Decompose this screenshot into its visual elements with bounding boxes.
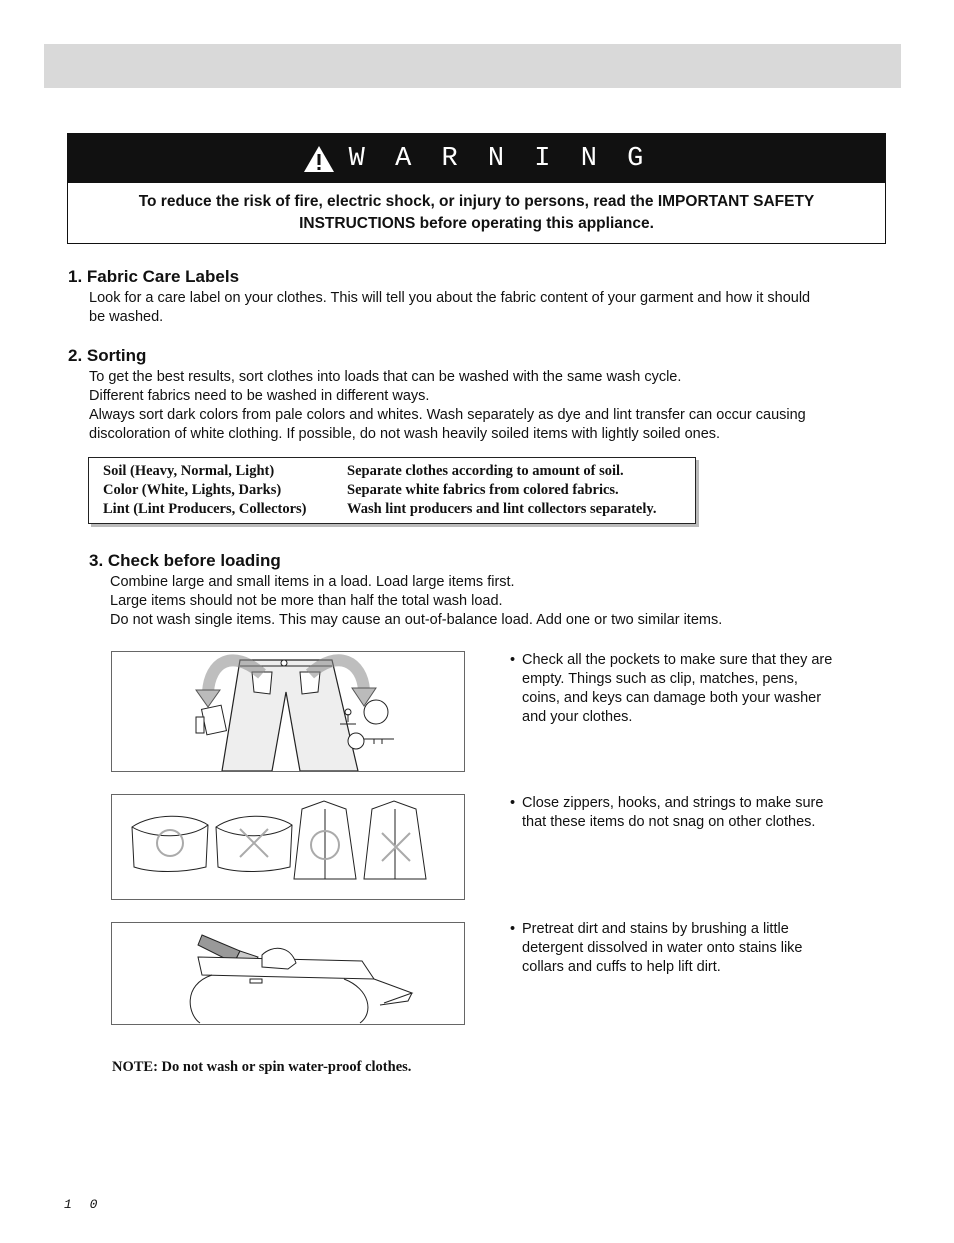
pockets-illustration: [111, 651, 465, 772]
warning-title: W A R N I N G: [348, 143, 651, 174]
section-check-loading-text: Combine large and small items in a load. Load large items first. Large items should not be more than half the total wash load. Do not wash single items. This may cause an out-of-balance load. Add one or two similar items.: [110, 574, 723, 628]
bullet-close-zippers: • Close zippers, hooks, and strings to make sure that these items do not snag on other clothes.: [510, 795, 824, 830]
section-check-loading-title: 3. Check before loading: [89, 551, 281, 570]
table-row: Color (White, Lights, Darks) Separate white fabrics from colored fabrics.: [103, 482, 619, 498]
empty-pockets-image: [112, 652, 464, 771]
close-zippers-image: [112, 795, 464, 899]
header-band: [44, 44, 901, 88]
section-fabric-care-text: Look for a care label on your clothes. This will tell you about the fabric content of your garment and how it should be washed.: [89, 290, 811, 325]
table-row: Soil (Heavy, Normal, Light) Separate clothes according to amount of soil.: [103, 463, 624, 479]
table-row: Lint (Lint Producers, Collectors) Wash lint producers and lint collectors separately.: [103, 501, 657, 517]
section-sorting-title: 2. Sorting: [68, 346, 147, 365]
warning-box: [67, 133, 886, 244]
section-fabric-care-title: 1. Fabric Care Labels: [68, 267, 240, 286]
pretreat-illustration: [111, 922, 465, 1025]
bullet-pretreat-stains: • Pretreat dirt and stains by brushing a little detergent dissolved in water onto stains like collars and cuffs to help lift dirt.: [510, 921, 803, 975]
warning-text: To reduce the risk of fire, electric shock, or injury to persons, read the IMPORTANT SAFETY INSTRUCTIONS before operating this appliance.: [138, 193, 815, 232]
warning-triangle-icon: [303, 145, 335, 173]
page-number: 1 0: [64, 1197, 103, 1212]
warning-header: [68, 134, 885, 183]
section-sorting-text: To get the best results, sort clothes into loads that can be washed with the same wash cycle. Different fabrics need to be washed in different ways. Always sort dark colors from pale colors and whites. Wash separately as dye and lint transfer can occur causing discoloration of white clothing. If possible, do not wash heavily soiled items with lightly soiled ones.: [89, 369, 806, 442]
zippers-illustration: [111, 794, 465, 900]
sorting-table: [88, 457, 696, 524]
bullet-check-pockets: • Check all the pockets to make sure that they are empty. Things such as clip, matches, pens, coins, and keys can damage both your washer and your clothes.: [510, 652, 833, 725]
pretreat-stains-image: [112, 923, 464, 1024]
note-waterproof: NOTE: Do not wash or spin water-proof clothes.: [112, 1059, 412, 1075]
